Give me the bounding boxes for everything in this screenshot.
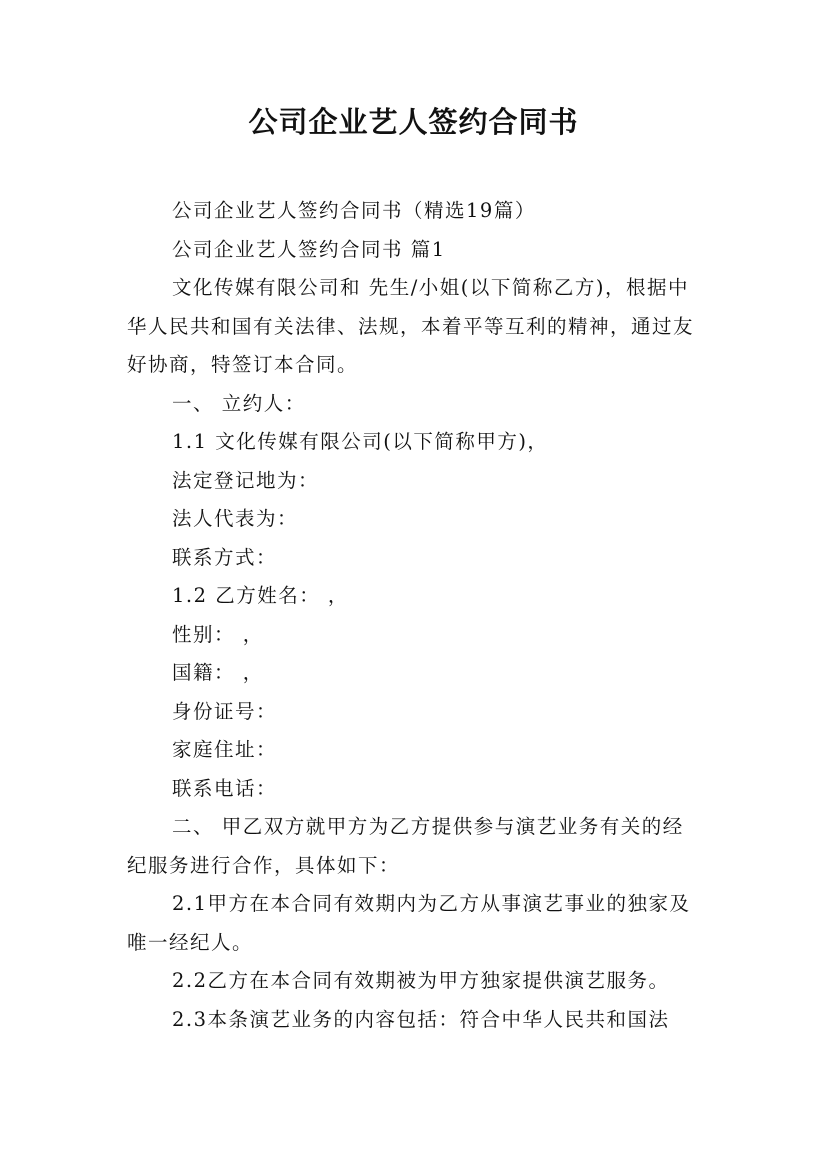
- paragraph-clause-2-2: 2.2乙方在本合同有效期被为甲方独家提供演艺服务。: [172, 969, 670, 992]
- paragraph-nationality: 国籍： ，: [172, 661, 264, 684]
- paragraph-legal-representative: 法人代表为：: [172, 507, 299, 530]
- paragraph-chapter-heading: 公司企业艺人签约合同书 篇1: [172, 237, 446, 261]
- paragraph-phone: 联系电话：: [172, 776, 278, 800]
- paragraph-clause-1-2: 1.2 乙方姓名： ，: [172, 584, 349, 607]
- paragraph-section-one-heading: 一、 立约人：: [172, 391, 306, 415]
- document-body: [127, 192, 703, 1039]
- document-title: 公司企业艺人签约合同书: [248, 105, 579, 139]
- paragraph-preamble: 文化传媒有限公司和 先生/小姐(以下简称乙方)，根据中华人民共和国有关法律、法规，本着平等互利的精神，通过友好协商，特签订本合同。: [127, 276, 695, 376]
- paragraph-registered-address: 法定登记地为：: [172, 468, 320, 492]
- paragraph-section-two-heading: 二、 甲乙双方就甲方为乙方提供参与演艺业务有关的经纪服务进行合作，具体如下：: [127, 815, 684, 877]
- paragraph-id-number: 身份证号：: [172, 699, 278, 723]
- paragraph-clause-2-3: 2.3本条演艺业务的内容包括：符合中华人民共和国法: [172, 1007, 670, 1031]
- paragraph-clause-2-1: 2.1甲方在本合同有效期内为乙方从事演艺事业的独家及唯一经纪人。: [127, 892, 691, 954]
- paragraph-gender: 性别： ，: [172, 622, 264, 646]
- paragraph-home-address: 家庭住址：: [172, 738, 278, 761]
- paragraph-subtitle: 公司企业艺人签约合同书（精选19篇）: [172, 199, 536, 222]
- paragraph-contact-method: 联系方式：: [172, 545, 278, 569]
- paragraph-clause-1-1: 1.1 文化传媒有限公司(以下简称甲方)，: [172, 430, 549, 453]
